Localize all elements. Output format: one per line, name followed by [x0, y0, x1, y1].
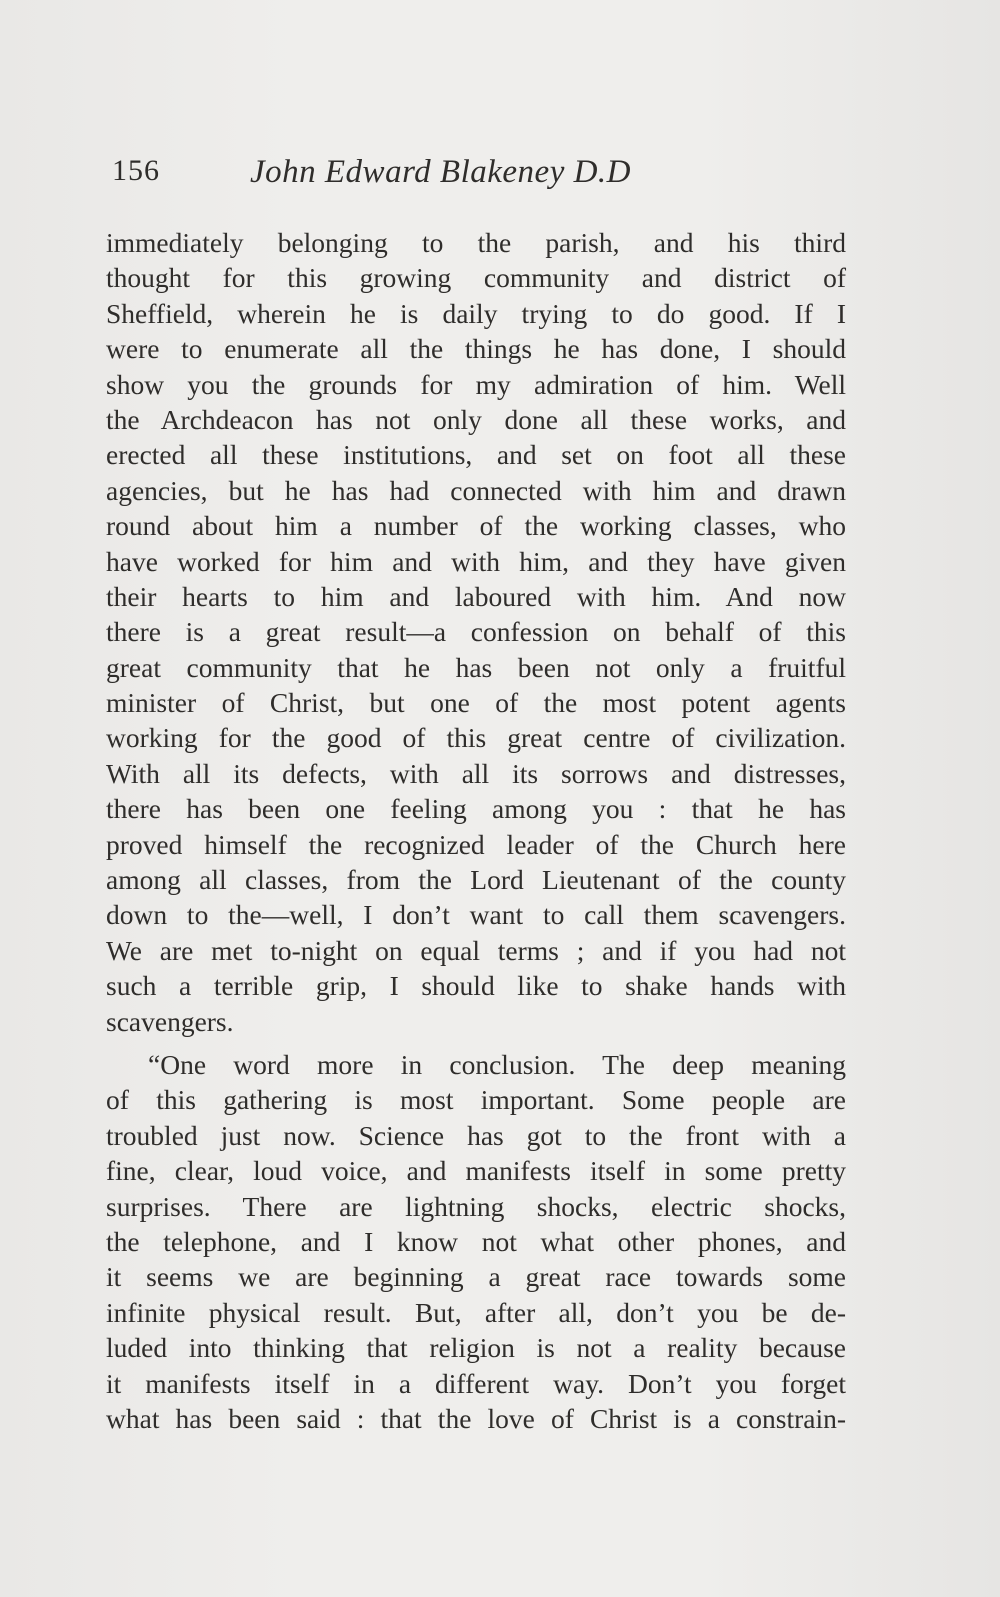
body-text [106, 225, 846, 1436]
text-line: proved himself the recognized leader of the Church here [106, 828, 846, 860]
text-line: scavengers. [106, 1005, 234, 1037]
text-line: great community that he has been not only a fruitful [106, 651, 846, 683]
text-line: the telephone, and I know not what other phones, and [106, 1225, 846, 1257]
text-line: fine, clear, loud voice, and manifests itself in some pretty [106, 1155, 846, 1187]
text-line: erected all these institutions, and set on foot all these [106, 439, 846, 471]
text-line: such a terrible grip, I should like to shake hands with [106, 970, 846, 1002]
paragraph-gap [106, 1039, 846, 1047]
text-line: thought for this growing community and district of [106, 262, 846, 294]
text-line: With all its defects, with all its sorrows and distresses, [106, 757, 846, 789]
text-line: agencies, but he has had connected with him and drawn [106, 474, 846, 506]
text-line: down to the—well, I don’t want to call them scavengers. [106, 899, 846, 931]
text-line: there is a great result—a confession on behalf of this [106, 616, 846, 648]
running-head: John Edward Blakeney D.D [250, 154, 632, 190]
text-line: it manifests itself in a different way. Don’t you forget [106, 1367, 846, 1399]
text-line: minister of Christ, but one of the most potent agents [106, 687, 846, 719]
text-line: have worked for him and with him, and they have given [106, 545, 846, 577]
page-header [112, 150, 852, 200]
text-line: surprises. There are lightning shocks, electric shocks, [106, 1190, 846, 1222]
text-line: Sheffield, wherein he is daily trying to do good. If I [106, 297, 846, 329]
text-line: show you the grounds for my admiration of him. Well [106, 368, 846, 400]
text-line: there has been one feeling among you : that he has [106, 793, 846, 825]
text-line: their hearts to him and laboured with him. And now [106, 580, 846, 612]
text-line: “One word more in conclusion. The deep meaning [148, 1048, 846, 1080]
text-line: We are met to-night on equal terms ; and if you had not [106, 934, 846, 966]
paragraph [106, 225, 846, 1039]
text-line: of this gathering is most important. Some people are [106, 1084, 846, 1116]
text-line: luded into thinking that religion is not a reality because [106, 1332, 846, 1364]
text-line: it seems we are beginning a great race towards some [106, 1261, 846, 1293]
text-line: among all classes, from the Lord Lieutenant of the county [106, 864, 846, 896]
text-line: the Archdeacon has not only done all these works, and [106, 403, 846, 435]
text-line: working for the good of this great centre of civilization. [106, 722, 846, 754]
text-line: round about him a number of the working classes, who [106, 510, 846, 542]
text-line: immediately belonging to the parish, and his third [106, 227, 846, 258]
text-line: troubled just now. Science has got to the front with a [106, 1119, 846, 1151]
text-line: what has been said : that the love of Christ is a constrain- [106, 1402, 846, 1434]
text-line: were to enumerate all the things he has done, I should [106, 333, 846, 365]
page-number: 156 [112, 154, 160, 187]
paragraph [106, 1047, 846, 1436]
text-line: infinite physical result. But, after all, don’t you be de- [106, 1296, 846, 1328]
